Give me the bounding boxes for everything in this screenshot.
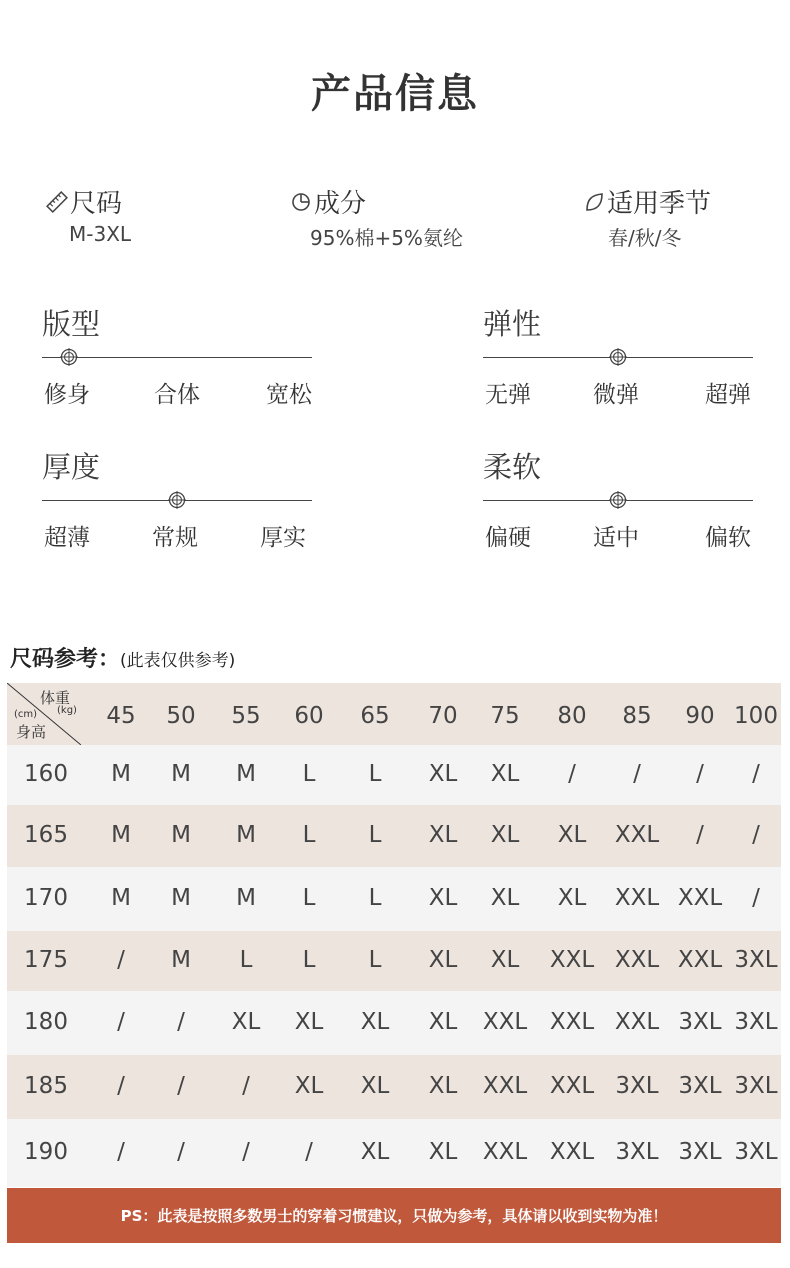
- header-weight: 体重: [40, 689, 71, 707]
- size-cell: XXL: [549, 1073, 595, 1099]
- size-cell: 3XL: [734, 1139, 778, 1165]
- size-cell: L: [302, 885, 316, 911]
- size-cell: /: [242, 1073, 250, 1099]
- attr-fit: [42, 302, 312, 410]
- size-cell: /: [117, 1009, 125, 1035]
- size-cell: XL: [557, 885, 587, 911]
- info-label: 适用季节: [607, 189, 712, 219]
- size-cell: M: [236, 761, 256, 787]
- info-value: 95%棉+5%氨纶: [310, 226, 463, 250]
- size-cell: 3XL: [734, 1073, 778, 1099]
- table-row: [7, 1119, 781, 1187]
- table-row: [7, 991, 781, 1055]
- size-cell: L: [302, 761, 316, 787]
- info-material: [290, 183, 463, 251]
- table-row: [7, 931, 781, 991]
- leaf-icon: [583, 191, 605, 213]
- info-label: 尺码: [70, 189, 123, 219]
- size-cell: XXL: [549, 1139, 595, 1165]
- size-cell: XL: [360, 1009, 390, 1035]
- size-cell: XL: [428, 822, 458, 848]
- size-cell: L: [302, 947, 316, 973]
- size-cell: XXL: [614, 885, 660, 911]
- size-cell: /: [242, 1139, 250, 1165]
- size-cell: /: [696, 822, 704, 848]
- weight-header: 45: [106, 703, 136, 729]
- size-cell: 3XL: [734, 1009, 778, 1035]
- size-cell: M: [111, 761, 131, 787]
- level-label: 适中: [593, 525, 639, 551]
- size-cell: XXL: [482, 1009, 528, 1035]
- size-cell: L: [368, 822, 382, 848]
- scale-marker: [59, 347, 79, 367]
- table-row: [7, 1055, 781, 1119]
- size-cell: XL: [428, 885, 458, 911]
- size-ref-note: (此表仅供参考): [120, 651, 236, 671]
- attr-name: 厚度: [42, 450, 101, 484]
- info-label: 成分: [314, 189, 367, 219]
- size-ref-heading: 尺码参考：: [10, 647, 121, 672]
- level-label: 偏硬: [485, 525, 531, 551]
- size-cell: XL: [360, 1139, 390, 1165]
- size-cell: L: [368, 947, 382, 973]
- size-cell: XL: [490, 822, 520, 848]
- weight-header: 75: [490, 703, 520, 729]
- size-cell: XXL: [614, 947, 660, 973]
- size-cell: /: [117, 1073, 125, 1099]
- size-cell: /: [752, 885, 760, 911]
- height-cell: 170: [24, 885, 68, 911]
- weight-header: 55: [231, 703, 261, 729]
- weight-header: 80: [557, 703, 587, 729]
- size-cell: XXL: [549, 1009, 595, 1035]
- size-cell: XXL: [677, 885, 723, 911]
- level-label: 修身: [44, 382, 90, 408]
- size-cell: /: [696, 761, 704, 787]
- weight-header: 85: [622, 703, 652, 729]
- scale-marker: [167, 490, 187, 510]
- attr-name: 柔软: [483, 450, 542, 484]
- attr-name: 弹性: [483, 307, 542, 341]
- weight-header: 60: [294, 703, 324, 729]
- height-cell: 175: [24, 947, 68, 973]
- size-cell: XL: [294, 1009, 324, 1035]
- attr-name: 版型: [42, 307, 101, 341]
- size-cell: XL: [557, 822, 587, 848]
- info-season: [583, 183, 711, 251]
- weight-header: 100: [734, 703, 778, 729]
- page-title: 产品信息: [311, 71, 479, 117]
- size-cell: M: [236, 822, 256, 848]
- attr-elasticity: [483, 302, 753, 410]
- height-cell: 160: [24, 761, 68, 787]
- level-label: 常规: [152, 525, 198, 551]
- info-value: M-3XL: [69, 222, 132, 246]
- weight-header: 90: [685, 703, 715, 729]
- size-cell: M: [171, 822, 191, 848]
- scale-marker: [608, 347, 628, 367]
- header-corner-cell: [7, 683, 81, 745]
- size-cell: /: [568, 761, 576, 787]
- size-cell: 3XL: [678, 1073, 722, 1099]
- size-cell: M: [171, 761, 191, 787]
- level-label: 超弹: [705, 382, 751, 408]
- height-cell: 190: [24, 1139, 68, 1165]
- size-cell: XL: [360, 1073, 390, 1099]
- level-label: 合体: [154, 382, 200, 408]
- weight-header: 70: [428, 703, 458, 729]
- info-value: 春/秋/冬: [608, 226, 682, 250]
- level-label: 微弹: [593, 382, 639, 408]
- size-cell: M: [171, 947, 191, 973]
- header-weight-unit: (kg): [57, 705, 77, 716]
- level-label: 超薄: [44, 525, 90, 551]
- size-ref-title: [10, 642, 235, 673]
- size-cell: L: [368, 885, 382, 911]
- size-cell: /: [177, 1073, 185, 1099]
- level-label: 偏软: [705, 525, 751, 551]
- size-cell: XL: [490, 885, 520, 911]
- size-cell: M: [111, 822, 131, 848]
- size-cell: 3XL: [678, 1009, 722, 1035]
- size-cell: /: [117, 1139, 125, 1165]
- size-cell: 3XL: [615, 1073, 659, 1099]
- weight-header: 65: [360, 703, 390, 729]
- size-cell: /: [177, 1139, 185, 1165]
- size-cell: /: [305, 1139, 313, 1165]
- level-label: 厚实: [260, 525, 306, 551]
- table-row: [7, 745, 781, 805]
- header-height-unit: (cm): [14, 709, 38, 720]
- size-cell: XXL: [482, 1073, 528, 1099]
- size-cell: /: [752, 822, 760, 848]
- size-cell: XL: [428, 1139, 458, 1165]
- size-cell: XXL: [482, 1139, 528, 1165]
- table-row: [7, 805, 781, 867]
- header-height: 身高: [16, 723, 47, 741]
- size-cell: /: [177, 1009, 185, 1035]
- size-cell: XL: [490, 761, 520, 787]
- size-cell: M: [236, 885, 256, 911]
- size-cell: XL: [231, 1009, 261, 1035]
- info-size: [46, 183, 131, 246]
- size-cell: L: [302, 822, 316, 848]
- scale-marker: [608, 490, 628, 510]
- size-cell: M: [111, 885, 131, 911]
- size-cell: 3XL: [734, 947, 778, 973]
- height-cell: 185: [24, 1073, 68, 1099]
- size-cell: XXL: [549, 947, 595, 973]
- attr-thickness: [42, 445, 312, 553]
- size-cell: /: [752, 761, 760, 787]
- size-cell: M: [171, 885, 191, 911]
- pie-icon: [290, 191, 312, 213]
- table-row: [7, 867, 781, 931]
- size-cell: XL: [428, 1009, 458, 1035]
- footer-note: PS：此表是按照多数男士的穿着习惯建议，只做为参考，具体请以收到实物为准！: [7, 1188, 781, 1243]
- size-cell: XXL: [614, 822, 660, 848]
- size-cell: XXL: [677, 947, 723, 973]
- scale-line: [42, 357, 312, 358]
- size-cell: XL: [490, 947, 520, 973]
- size-cell: L: [368, 761, 382, 787]
- height-cell: 180: [24, 1009, 68, 1035]
- size-table: [7, 683, 781, 1187]
- table-header-row: [7, 683, 781, 745]
- size-cell: XXL: [614, 1009, 660, 1035]
- weight-header: 50: [166, 703, 196, 729]
- height-cell: 165: [24, 822, 68, 848]
- size-cell: /: [633, 761, 641, 787]
- size-cell: XL: [428, 1073, 458, 1099]
- size-cell: XL: [428, 947, 458, 973]
- size-cell: 3XL: [678, 1139, 722, 1165]
- ruler-icon: [46, 191, 68, 213]
- size-cell: /: [117, 947, 125, 973]
- size-cell: 3XL: [615, 1139, 659, 1165]
- attr-softness: [483, 445, 753, 553]
- size-cell: XL: [428, 761, 458, 787]
- level-label: 宽松: [266, 382, 312, 408]
- size-cell: L: [239, 947, 253, 973]
- size-cell: XL: [294, 1073, 324, 1099]
- level-label: 无弹: [485, 382, 531, 408]
